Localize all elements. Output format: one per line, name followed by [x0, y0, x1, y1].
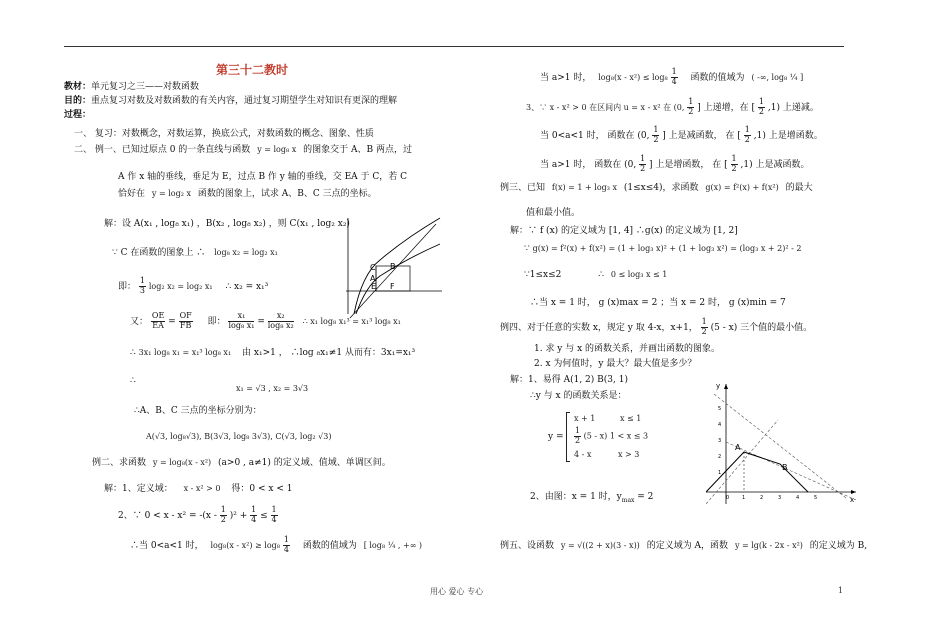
numerator: 1 — [758, 97, 764, 106]
y-tick: 2 — [718, 454, 722, 460]
fraction — [574, 427, 581, 446]
x-tick: 3 — [778, 495, 782, 501]
denominator: EA — [152, 320, 164, 330]
formula: y = log₂ x — [151, 189, 191, 198]
text-span: 函数的图象上，试求 A、B、C 三点的坐标。 — [197, 189, 377, 199]
solution1-c — [118, 277, 268, 296]
numerator: 1 — [271, 505, 277, 514]
r2-line — [526, 98, 819, 117]
fraction — [139, 277, 146, 296]
solution2-b — [118, 506, 278, 525]
text-span: 当 0<a<1 时， 函数在 (0, — [540, 130, 650, 141]
denominator: 2 — [688, 106, 694, 116]
y-tick-group — [718, 406, 721, 476]
y-tick: 1 — [718, 470, 722, 476]
solution3-c — [524, 270, 667, 280]
denominator: 2 — [575, 435, 581, 445]
text-span: (5 - x) 1 < x ≤ 3 — [583, 431, 649, 441]
fraction — [151, 312, 165, 331]
text-span: 得：0 < x < 1 — [231, 484, 293, 494]
solution1-g: ∴A、B、C 三点的坐标分别为： — [134, 406, 262, 416]
y-tick: 4 — [718, 422, 722, 428]
page-title: 第三十二教时 — [216, 63, 289, 77]
example3-line — [500, 183, 813, 193]
text-span: x ≤ 1 — [619, 414, 642, 423]
x-tick: 4 — [796, 495, 800, 501]
text-span: 的定义域为 B, — [809, 541, 868, 551]
denominator: 2 — [220, 514, 226, 524]
material-text: 单元复习之三——对数函数 — [91, 82, 200, 92]
text-span: 例四、对于任意的实数 x，规定 y 取 4-x，x+1， — [500, 322, 698, 333]
fraction — [639, 155, 646, 174]
numerator: 1 — [220, 505, 226, 514]
line-x-plus-1 — [706, 420, 778, 504]
solution4-b: ∴y 与 x 的函数关系是： — [530, 391, 627, 401]
example5-line — [500, 541, 867, 551]
numerator: 1 — [640, 154, 646, 163]
r1-line — [540, 68, 803, 87]
example1-line1 — [74, 145, 412, 155]
denominator: log₈ x₁ — [228, 320, 255, 330]
denominator: 2 — [744, 134, 750, 144]
fraction — [271, 506, 278, 525]
text-span: 3、∵ x - x² > 0 在区间内 u = x - x² 在 (0, — [526, 102, 685, 112]
process-label: 过程： — [64, 110, 92, 120]
solution3-b — [524, 244, 801, 254]
formula: y = √((2 + x)(3 - x)) — [560, 541, 640, 550]
label-c: C — [370, 263, 376, 272]
purpose-label: 目的： — [64, 96, 92, 106]
text-span: 的定义域为 A，函数 — [646, 541, 729, 551]
text-span: 解：1、定义域： — [104, 484, 173, 494]
min-function-graph — [706, 452, 808, 492]
text-span: ≤ — [260, 510, 268, 521]
formula: g(x) = f²(x) + f(x²) = (1 + log₃ x)² + (1 + log₃ x²) = (log₃ x + 2)² - 2 — [532, 244, 802, 253]
text-span: ∴ — [598, 270, 604, 280]
solution4-a: 解：1、易得 A(1, 2) B(3, 1) — [510, 375, 628, 385]
x-tick: 2 — [760, 495, 764, 501]
formula: x₁ = √3 , x₂ = 3√3 — [236, 384, 309, 393]
text-span: x + 1 — [574, 414, 596, 423]
example1-line2: A 作 x 轴的垂线，垂足为 E，过点 B 作 y 轴的垂线，交 EA 于 C，若 C — [118, 172, 408, 182]
piecewise-y: y = — [548, 432, 564, 442]
label-e: E — [371, 282, 377, 291]
text-span: 恰好在 — [118, 189, 146, 199]
formula: log₈(x - x²) ≥ log₈ — [210, 540, 280, 550]
denominator: 4 — [251, 514, 257, 524]
point-a-label: A — [735, 443, 741, 452]
y-axis-arrow — [724, 384, 728, 389]
solution1-d: 又： $\frac{OE}{EA}$ = $\frac{OF}{FB}$ 即： $\frac{\text{x₁}}{\text{log₈ x₁}}$ = $\frac{\text{x₂}}{\text{log₈ x₂}}$ ∴ x₁ log₈ x₁³ = x₁³ log₈ x₁ — [130, 311, 401, 330]
denominator: 4 — [283, 544, 289, 554]
denominator: FB — [179, 320, 192, 330]
formula: f(x) = 1 + log₃ x — [551, 183, 618, 192]
solution4-c — [530, 492, 653, 505]
log-curve-2 — [356, 244, 440, 314]
fraction — [220, 506, 227, 525]
fraction — [228, 312, 254, 331]
page-number: 1 — [838, 586, 844, 595]
text-span: ,1) 上递减。 — [767, 102, 819, 113]
text-span: 函数的值域为 — [690, 72, 745, 83]
material-line — [64, 82, 199, 92]
numerator: 1 — [575, 426, 581, 435]
text-span: 的最大 — [785, 183, 813, 193]
denominator: 2 — [758, 106, 764, 116]
line-through-origin — [350, 224, 436, 318]
text-span: 二、 例一、已知过原点 0 的一条直线与函数 — [74, 145, 251, 155]
formula: A(√3, log₈√3), B(3√3, log₈ 3√3), C(√3, log₂ √3) — [146, 432, 332, 441]
text-span: 例二、求函数 — [92, 458, 147, 468]
formula: [ log₈ ¼ , +∞ ) — [363, 540, 423, 550]
line-half-5-minus-x — [726, 442, 856, 500]
case3 — [574, 450, 639, 459]
label-f: F — [390, 282, 395, 291]
text-span: 4 - x — [574, 450, 592, 459]
text-span: (5 - x) 三个值的最小值。 — [710, 322, 813, 333]
footer-text: 用心 爱心 专心 — [430, 587, 484, 596]
numerator: 1 — [688, 97, 694, 106]
numerator: OE — [151, 311, 165, 320]
purpose-text: 重点复习对数及对数函数的有关内容，通过复习期望学生对知识有更深的理解 — [91, 96, 398, 106]
text-span: 函数的值域为 — [302, 540, 357, 551]
purpose-line — [64, 96, 397, 106]
x-tick: 0 — [726, 495, 730, 501]
text-span: 当 a>1 时， — [540, 72, 592, 83]
line-4-minus-x — [714, 394, 846, 498]
denominator: 3 — [139, 285, 145, 295]
example1-graph — [336, 214, 446, 324]
numerator: 1 — [139, 276, 145, 285]
denominator: log₈ x₂ — [267, 320, 294, 330]
text-span: ∵ C 在函数的图象上 ∴ — [112, 248, 206, 258]
r3-line — [540, 126, 823, 145]
label-b: B — [390, 262, 396, 271]
formula: y = lg(k - 2x - x²) — [734, 541, 803, 550]
piecewise-brace — [566, 412, 570, 462]
numerator: 1 — [701, 317, 707, 326]
text-span: (a>0 , a≠1) 的定义域、值域、单调区间。 — [218, 458, 391, 468]
text-span: ∵ — [524, 244, 530, 254]
case1 — [574, 414, 641, 423]
formula: log₈ x₂ = log₂ x₁ — [214, 248, 278, 257]
fraction — [179, 312, 193, 331]
formula: 3x₁ log₈ x₁ = x₁³ log₈ x₁ — [138, 348, 232, 357]
y-axis-label: y — [716, 382, 721, 390]
text-span: ] 上递增，在 [ — [697, 102, 756, 113]
text-span: 的图象交于 A、B 两点，过 — [303, 145, 412, 155]
label-a: A — [370, 274, 376, 283]
text-span: 例三、已知 — [500, 183, 546, 193]
text-span: ,1) 上是增函数。 — [753, 130, 823, 141]
fraction — [652, 126, 659, 145]
solution3-a: 解：∵ f (x) 的定义域为 [1, 4] ∴g(x) 的定义域为 [1, 2] — [510, 226, 738, 236]
text-span: 2、∵ 0 < x - x² = -(x - — [118, 510, 217, 521]
solution1-e — [130, 348, 415, 358]
numerator: x₂ — [268, 312, 294, 322]
fraction — [283, 536, 290, 555]
solution1-f: ∴ — [130, 376, 136, 386]
text-span: 由 x₁>1 ， ∴log ₈x₁≠1 从而有：3x₁=x₁³ — [242, 348, 416, 358]
y-tick: 3 — [718, 438, 722, 444]
text-span: ] 上是减函数， 在 [ — [662, 130, 741, 141]
formula: ∴ x₁ log₈ x₁³ = x₁³ log₈ x₁ — [302, 316, 401, 326]
header-rule — [64, 46, 844, 47]
formula: g(x) = f²(x) + f(x²) — [705, 183, 779, 192]
text-span: ∴当 0<a<1 时， — [130, 540, 204, 551]
formula: log₂ x₂ = log₂ x₁ — [148, 281, 213, 291]
text-span: 即： — [118, 281, 137, 292]
denominator: 2 — [653, 134, 659, 144]
fraction — [671, 68, 678, 87]
example2-line — [92, 458, 391, 468]
text-span: 当 a>1 时， 函数在 (0, — [540, 159, 637, 170]
case2 — [574, 427, 648, 446]
solution1-b — [112, 248, 278, 258]
x-axis-arrow — [851, 490, 856, 494]
example3-line2: 值和最小值。 — [526, 208, 581, 218]
fraction — [731, 155, 738, 174]
text-span: 例五、设函数 — [500, 541, 555, 551]
example4-line — [500, 318, 812, 337]
formula: y = log₈ x — [257, 145, 297, 154]
point-b-label: B — [782, 463, 788, 472]
formula: y = log₈(x - x²) — [152, 458, 212, 467]
formula: log₈(x - x²) ≤ log₈ — [598, 72, 668, 82]
subscript: max — [621, 496, 635, 504]
formula: ( -∞, log₈ ¼ ] — [751, 72, 804, 82]
fraction — [744, 126, 751, 145]
text-span: 即： — [207, 316, 226, 327]
material-label: 教材： — [64, 82, 92, 92]
text-span: = 2 — [637, 492, 654, 502]
formula: ∴ x₂ = x₁³ — [225, 281, 269, 292]
numerator: 1 — [283, 535, 289, 544]
numerator: 1 — [653, 125, 659, 134]
fraction — [758, 98, 765, 117]
solution3-d: ∴当 x = 1 时， g (x)max = 2 ；当 x = 2 时， g (x)min = 7 — [530, 298, 786, 308]
denominator: 2 — [640, 163, 646, 173]
numerator: 1 — [731, 154, 737, 163]
example4-graph — [706, 380, 860, 506]
example4-q1: 1. 求 y 与 x 的函数关系，并画出函数的图象。 — [534, 344, 721, 354]
text-span: (1≤x≤4)，求函数 — [623, 183, 699, 193]
text-span: 2、由图：x = 1 时，y — [530, 492, 622, 502]
text-span: ] 上是增函数， 在 [ — [649, 159, 728, 170]
text-span: ,1) 上是减函数。 — [740, 159, 810, 170]
text-span: ∵1≤x≤2 — [524, 270, 562, 280]
numerator: OF — [179, 311, 192, 320]
text-span: x > 3 — [617, 450, 640, 459]
y-tick: 5 — [718, 406, 722, 412]
denominator: 4 — [271, 514, 277, 524]
fraction — [268, 312, 294, 331]
denominator: 4 — [671, 76, 677, 86]
numerator: 1 — [671, 67, 677, 76]
review-item: 一、 复习：对数概念，对数运算，换底公式，对数函数的概念、图象、性质 — [74, 129, 374, 139]
solution1-a: 解：设 A(x₁ , log₈ x₁) ，B(x₂ , log₈ x₂) ，则 C(x₁ , log₂ x₂) — [104, 219, 350, 229]
text-span: )² + — [229, 510, 248, 521]
example1-line3 — [118, 189, 377, 199]
fraction — [701, 318, 708, 337]
numerator: 1 — [744, 125, 750, 134]
formula: 0 ≤ log₃ x ≤ 1 — [610, 270, 668, 279]
numerator: x₁ — [228, 312, 254, 322]
text-span: 又： — [130, 316, 149, 327]
x-tick: 5 — [814, 495, 818, 501]
denominator: 2 — [731, 163, 737, 173]
numerator: 1 — [251, 505, 257, 514]
fraction — [687, 98, 694, 117]
example4-q2: 2. x 为何值时，y 最大？最大值是多少？ — [534, 359, 697, 369]
text-span: ∴ — [130, 348, 136, 358]
denominator: 2 — [701, 326, 707, 336]
solution2-c — [130, 536, 422, 555]
formula: x - x² > 0 — [183, 484, 221, 493]
fraction — [250, 506, 257, 525]
solution2-a — [104, 484, 292, 494]
x-tick: 1 — [742, 495, 746, 501]
x-axis-label: x — [850, 496, 855, 504]
r4-line — [540, 155, 809, 174]
